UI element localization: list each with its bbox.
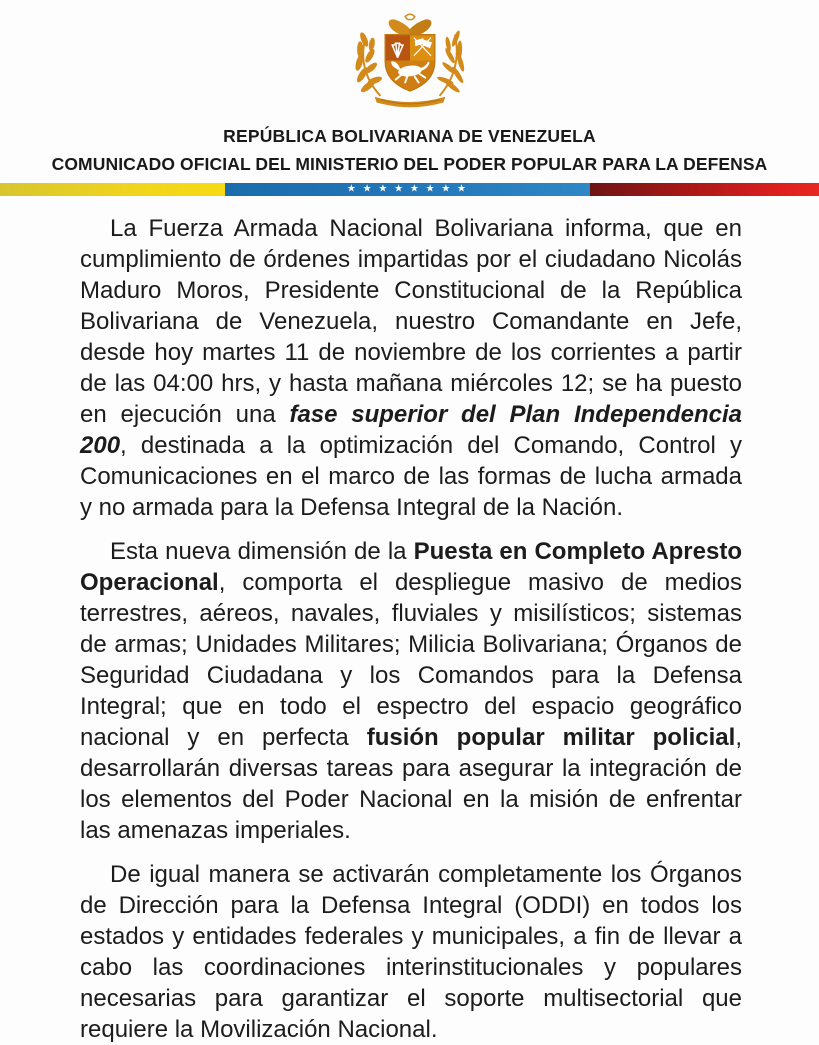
flag-stars: ★ ★ ★ ★ ★ ★ ★ ★ [346, 183, 469, 195]
body-paragraph-1: La Fuerza Armada Nacional Bolivariana informa, que en cumplimiento de órdenes impartidas por el ciudadano Nicolás Maduro Moros, Presidente Constitucional de la República Bolivariana de Venezuela, nuestro Comandante en Jefe, desde hoy martes 11 de noviembre de los corrientes a partir de las 04:00 hrs, y hasta mañana miércoles 12; se ha puesto en ejecución una fase superior del Plan Independencia 200, destinada a la optimización del Comando, Control y Comunicaciones en el marco de las formas de lucha armada y no armada para la Defensa Integral de la Nación. [80, 215, 742, 521]
coat-of-arms-icon [335, 8, 485, 118]
republic-title: REPÚBLICA BOLIVARIANA DE VENEZUELA [223, 126, 596, 146]
communique-body [0, 196, 819, 1045]
flag-red-stripe [590, 183, 819, 196]
body-paragraph-2: Esta nueva dimensión de la Puesta en Completo Apresto Operacional, comporta el despliegue masivo de medios terrestres, aéreos, navales, fluviales y misilísticos; sistemas de armas; Unidades Militares; Milicia Bolivariana; Órganos de Seguridad Ciudadana y los Comandos para la Defensa Integral; que en todo el espectro del espacio geográfico nacional y en perfecta fusión popular militar policial, desarrollarán diversas tareas para asegurar la integración de los elementos del Poder Nacional en la misión de enfrentar las amenazas imperiales. [80, 538, 742, 844]
document-page [0, 8, 819, 1043]
flag-yellow-stripe [0, 183, 225, 196]
flag-blue-stripe [225, 183, 589, 196]
flag-divider-bar [0, 183, 819, 196]
document-header [0, 126, 819, 175]
venezuela-coat-of-arms-svg [335, 8, 485, 113]
body-paragraph-3: De igual manera se activarán completamente los Órganos de Dirección para la Defensa Integral (ODDI) en todos los estados y entidades federales y municipales, a fin de llevar a cabo las coordinaciones interinstitucionales y populares necesarias para garantizar el soporte multisectorial que requiere la Movilización Nacional. [80, 861, 742, 1043]
communique-title: COMUNICADO OFICIAL DEL MINISTERIO DEL PODER POPULAR PARA LA DEFENSA [51, 154, 768, 174]
